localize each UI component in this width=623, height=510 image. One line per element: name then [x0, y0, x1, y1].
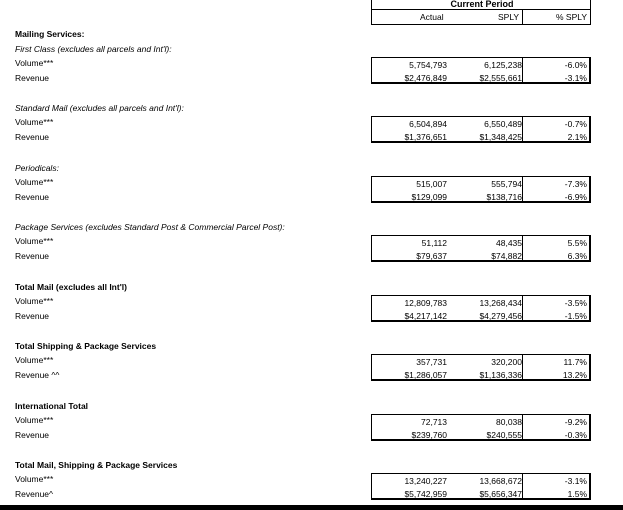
revenue-actual-value: $239,760	[411, 430, 447, 440]
revenue-pct-value: 2.1%	[567, 132, 587, 142]
revenue-sply-value: $4,279,456	[479, 311, 522, 321]
data-box	[371, 473, 591, 500]
volume-pct-value: -6.0%	[564, 60, 587, 70]
col-divider	[522, 474, 523, 498]
revenue-pct-value: -0.3%	[564, 430, 587, 440]
volume-label: Volume***	[15, 236, 54, 246]
revenue-pct-value: -3.1%	[564, 73, 587, 83]
revenue-actual-value: $79,637	[416, 251, 447, 261]
volume-actual-value: 51,112	[421, 238, 447, 248]
revenue-sply-value: $5,656,347	[479, 489, 522, 499]
revenue-label: Revenue	[15, 430, 50, 440]
revenue-actual-value: $2,476,849	[404, 73, 447, 83]
section-title: Total Mail, Shipping & Package Services	[15, 460, 178, 470]
revenue-pct-value: 6.3%	[567, 251, 587, 261]
revenue-sply-value: $240,555	[486, 430, 522, 440]
volume-actual-value: 515,007	[416, 179, 447, 189]
revenue-actual-value: $5,742,959	[404, 489, 447, 499]
volume-actual-value: 72,713	[421, 417, 447, 427]
revenue-label: Revenue	[15, 132, 50, 142]
revenue-actual-value: $1,286,057	[404, 370, 447, 380]
col-divider	[522, 117, 523, 141]
revenue-label: Revenue	[15, 192, 50, 202]
data-box	[371, 235, 591, 262]
volume-pct-value: -3.5%	[564, 298, 587, 308]
volume-sply-value: 13,268,434	[479, 298, 522, 308]
volume-pct-value: 11.7%	[563, 357, 587, 367]
revenue-sply-value: $1,136,336	[479, 370, 522, 380]
data-box	[371, 354, 591, 381]
volume-sply-value: 320,200	[491, 357, 522, 367]
header-divider	[372, 9, 590, 10]
revenue-pct-value: -1.5%	[564, 311, 587, 321]
section-title: International Total	[15, 401, 89, 411]
volume-pct-value: -9.2%	[564, 417, 587, 427]
section-title: First Class (excludes all parcels and Int'l):	[15, 44, 172, 54]
col-divider	[522, 236, 523, 260]
section-title: Total Mail (excludes all Int'l)	[15, 282, 127, 292]
data-box	[371, 57, 591, 84]
section-title: Package Services (excludes Standard Post & Commercial Parcel Post):	[15, 222, 285, 232]
data-box	[371, 295, 591, 322]
volume-label: Volume***	[15, 117, 54, 127]
volume-sply-value: 13,668,672	[479, 476, 522, 486]
volume-pct-value: -0.7%	[564, 119, 587, 129]
col-divider	[522, 415, 523, 439]
volume-label: Volume***	[15, 415, 54, 425]
period-header	[371, 0, 591, 25]
volume-pct-value: 5.5%	[567, 238, 587, 248]
col-divider	[522, 58, 523, 82]
section-title: Standard Mail (excludes all parcels and Int'l):	[15, 103, 184, 113]
revenue-sply-value: $138,716	[486, 192, 522, 202]
revenue-label: Revenue ^^	[15, 370, 60, 380]
col-divider	[522, 355, 523, 379]
col-divider	[522, 296, 523, 320]
revenue-label: Revenue	[15, 251, 50, 261]
volume-label: Volume***	[15, 474, 54, 484]
col-sply-header: SPLY	[498, 12, 520, 22]
revenue-label: Revenue^	[15, 489, 54, 499]
volume-pct-value: -7.3%	[564, 179, 587, 189]
col-actual-header: Actual	[420, 12, 444, 22]
data-box	[371, 414, 591, 441]
col-divider	[522, 177, 523, 201]
bottom-rule	[0, 505, 623, 510]
revenue-sply-value: $1,348,425	[479, 132, 522, 142]
volume-sply-value: 6,550,489	[484, 119, 522, 129]
volume-sply-value: 48,435	[496, 238, 522, 248]
data-box	[371, 176, 591, 203]
revenue-label: Revenue	[15, 311, 50, 321]
revenue-label: Revenue	[15, 73, 50, 83]
volume-pct-value: -3.1%	[564, 476, 587, 486]
volume-label: Volume***	[15, 355, 54, 365]
volume-actual-value: 12,809,783	[404, 298, 447, 308]
data-box	[371, 116, 591, 143]
revenue-actual-value: $129,099	[411, 192, 447, 202]
revenue-sply-value: $74,882	[491, 251, 522, 261]
section-title: Total Shipping & Package Services	[15, 341, 157, 351]
volume-actual-value: 6,504,894	[409, 119, 447, 129]
revenue-pct-value: 1.5%	[567, 489, 587, 499]
volume-actual-value: 5,754,793	[409, 60, 447, 70]
volume-label: Volume***	[15, 58, 54, 68]
revenue-pct-value: 13.2%	[562, 370, 587, 380]
header-col-divider	[522, 9, 523, 24]
volume-sply-value: 80,038	[496, 417, 522, 427]
volume-sply-value: 555,794	[491, 179, 522, 189]
mailing-services-heading: Mailing Services:	[15, 29, 85, 39]
revenue-actual-value: $4,217,142	[404, 311, 447, 321]
volume-actual-value: 357,731	[416, 357, 447, 367]
revenue-sply-value: $2,555,661	[479, 73, 522, 83]
col-pct-header: % SPLY	[556, 12, 588, 22]
volume-label: Volume***	[15, 296, 54, 306]
section-title: Periodicals:	[15, 163, 59, 173]
revenue-pct-value: -6.9%	[564, 192, 587, 202]
volume-actual-value: 13,240,227	[404, 476, 447, 486]
revenue-actual-value: $1,376,651	[404, 132, 447, 142]
volume-label: Volume***	[15, 177, 54, 187]
period-title: Current Period	[450, 0, 514, 9]
volume-sply-value: 6,125,238	[484, 60, 522, 70]
